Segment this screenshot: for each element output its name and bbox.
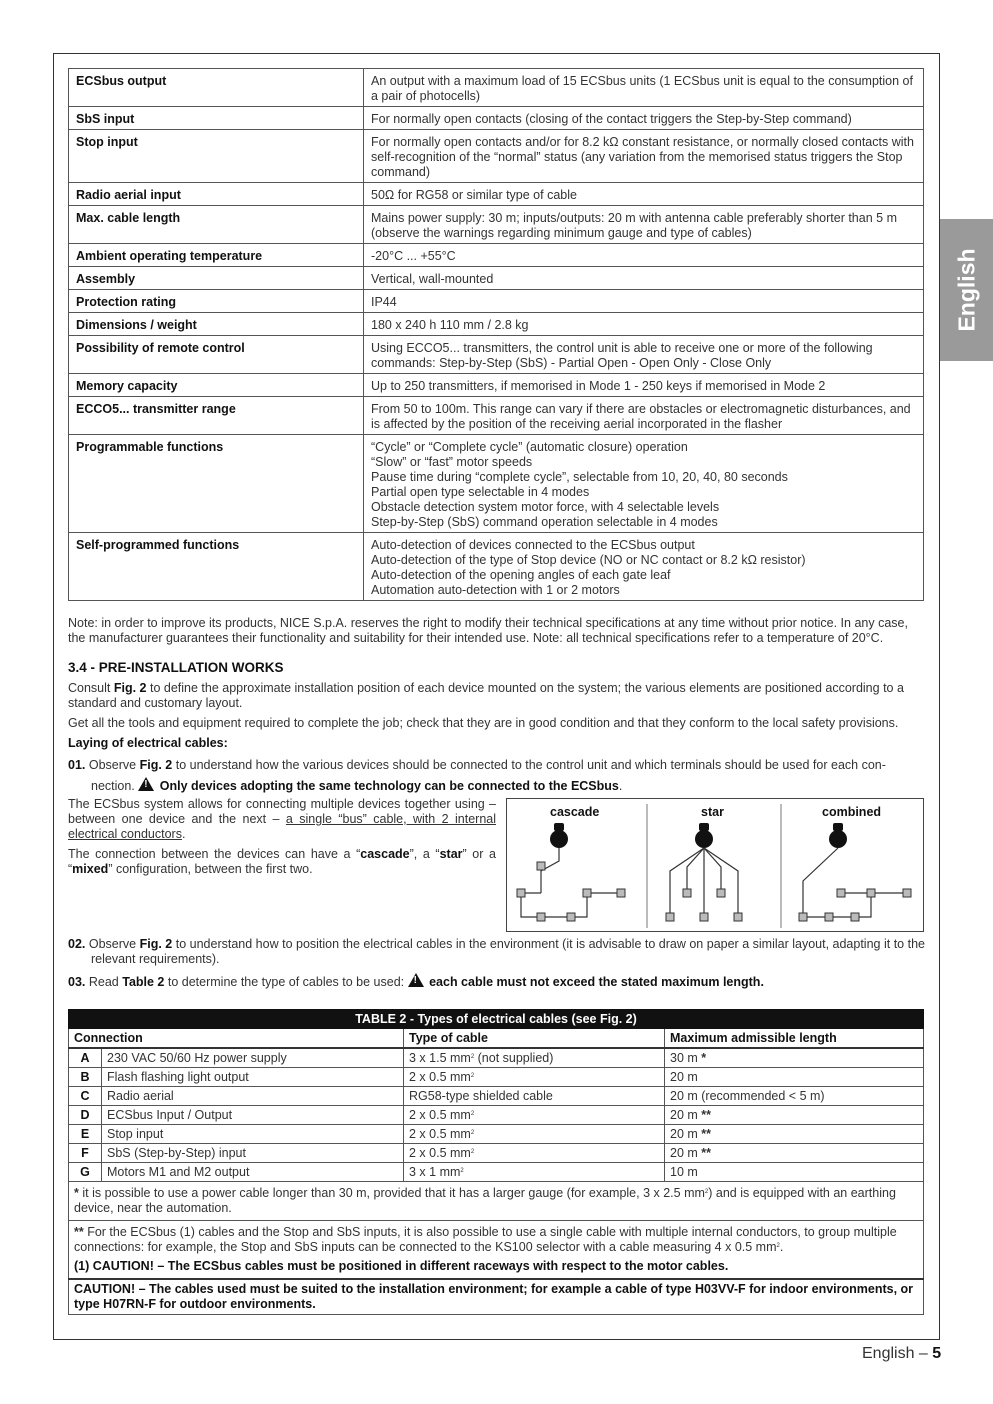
table-row — [69, 1068, 924, 1087]
spec-value: From 50 to 100m. This range can vary if there are obstacles or electromagnetic disturbances, and is affected by the position of the receiving aerial incorporated in the flasher — [364, 397, 924, 435]
spec-key: Assembly — [69, 267, 364, 290]
spec-key: Self-programmed functions — [69, 533, 364, 601]
max-length: 30 m — [670, 1051, 702, 1065]
spec-value-line: Auto-detection of the type of Stop device (NO or NC contact or 8.2 kΩ resistor) — [371, 553, 806, 567]
row-letter: G — [69, 1163, 102, 1182]
connection-cell: ECSbus Input / Output — [102, 1106, 404, 1125]
table-row — [69, 1106, 924, 1125]
pre-install-paragraph-1: Consult Fig. 2 to define the approximate installation position of each device mounted on the system; the various elements are positioned according to a standard and customary layout. — [68, 681, 904, 710]
cable-type: RG58-type shielded cable — [409, 1089, 553, 1103]
cable-type: 2 x 0.5 mm — [409, 1127, 471, 1141]
caution-2: CAUTION! – The cables used must be suited to the installation environment; for example a cable of type H03VV-F for indoor environments, or type H07RN-F for outdoor environments. — [69, 1279, 924, 1315]
warning-icon — [408, 973, 424, 987]
table-row — [69, 1048, 924, 1068]
cable-types-table — [68, 1009, 924, 1315]
max-length: 10 m — [670, 1165, 698, 1179]
spec-row — [69, 397, 924, 435]
spec-row — [69, 290, 924, 313]
spec-key: SbS input — [69, 107, 364, 130]
page-footer: English – 5 — [862, 1345, 942, 1362]
max-length-cell — [665, 1087, 924, 1106]
ecsbus-description: The ECSbus system allows for connecting multiple devices together using – between one device and the next – a single “bus” cable, with 2 internal electrical conductors. — [68, 797, 496, 841]
spec-value: 50Ω for RG58 or similar type of cable — [364, 183, 924, 206]
max-length: 20 m (recommended < 5 m) — [670, 1089, 825, 1103]
note-2-text: For the ECSbus (1) cables and the Stop and SbS inputs, it is also possible to use a single cable with multiple internal conductors, to group multiple connections: for example, the Stop and SbS inputs can be connected to the KS100 selector with a cable measuring 4 x 0.5 mm — [74, 1225, 897, 1254]
diagram-label-star: star — [701, 805, 724, 819]
spec-row — [69, 336, 924, 374]
spec-key: Ambient operating temperature — [69, 244, 364, 267]
configuration-description: The connection between the devices can have a “cascade”, a “star” or a “mixed” configuration, between the first two. — [68, 847, 496, 876]
note-1-text: it is possible to use a power cable longer than 30 m, provided that it has a larger gauge (for example, 3 x 2.5 mm — [78, 1186, 705, 1200]
spec-value: Mains power supply: 30 m; inputs/outputs: 20 m with antenna cable preferably shorter than 5 m (observe the warnings regarding minimum gauge and type of cables) — [364, 206, 924, 244]
spec-key: Dimensions / weight — [69, 313, 364, 336]
spec-value: Vertical, wall-mounted — [364, 267, 924, 290]
spec-key: Radio aerial input — [69, 183, 364, 206]
section-title: 3.4 - PRE-INSTALLATION WORKS — [68, 660, 284, 675]
table-row — [69, 1087, 924, 1106]
step-02: 02. Observe Fig. 2 to understand how to position the electrical cables in the environment (it is advisable to draw on paper a similar layout, adapting it to the relevant requirements). — [68, 937, 925, 966]
table-title: TABLE 2 - Types of electrical cables (see Fig. 2) — [69, 1010, 924, 1029]
row-letter: B — [69, 1068, 102, 1087]
row-letter: E — [69, 1125, 102, 1144]
cable-type-cell — [404, 1144, 665, 1163]
max-length-mark: * — [701, 1051, 707, 1065]
connection-cell: 230 VAC 50/60 Hz power supply — [102, 1048, 404, 1068]
spec-value-line: Auto-detection of devices connected to the ECSbus output — [371, 538, 695, 552]
spec-value-line: Partial open type selectable in 4 modes — [371, 485, 590, 499]
col-header-connection: Connection — [69, 1029, 404, 1049]
spec-value: An output with a maximum load of 15 ECSbus units (1 ECSbus unit is equal to the consumption of a pair of photocells) — [364, 69, 924, 107]
max-length-cell — [665, 1048, 924, 1068]
step-01: 01. Observe Fig. 2 to understand how the various devices should be connected to the control unit and which terminals should be used for each con- nection. ! Only devices adopting the same technology can be connected to the ECSbus. — [68, 755, 925, 797]
spec-value-line: Automation auto-detection with 1 or 2 motors — [371, 583, 620, 597]
spec-row — [69, 183, 924, 206]
spec-row — [69, 313, 924, 336]
spec-key: Stop input — [69, 130, 364, 183]
spec-value: For normally open contacts (closing of the contact triggers the Step-by-Step command) — [364, 107, 924, 130]
spec-row — [69, 206, 924, 244]
spec-value: Up to 250 transmitters, if memorised in Mode 1 - 250 keys if memorised in Mode 2 — [364, 374, 924, 397]
cable-type-cell — [404, 1048, 665, 1068]
diagram-label-cascade: cascade — [550, 805, 600, 819]
max-length: 20 m — [670, 1108, 702, 1122]
spec-key: Memory capacity — [69, 374, 364, 397]
step-03: 03. Read Table 2 to determine the type of cables to be used: ! each cable must not exceed the stated maximum length. — [68, 973, 925, 991]
spec-value-line: Pause time during “complete cycle”, selectable from 10, 20, 40, 80 seconds — [371, 470, 788, 484]
row-letter: C — [69, 1087, 102, 1106]
max-length-cell — [665, 1163, 924, 1182]
connection-diagram — [506, 798, 924, 932]
max-length-mark: ** — [701, 1108, 711, 1122]
spec-value-line: Auto-detection of the opening angles of each gate leaf — [371, 568, 671, 582]
spec-row — [69, 244, 924, 267]
spec-value-line: “Slow” or “fast” motor speeds — [371, 455, 533, 469]
spec-value: IP44 — [364, 290, 924, 313]
note-2-mark: ** — [74, 1225, 84, 1239]
diagram-label-combined: combined — [822, 805, 882, 819]
connection-cell: Flash flashing light output — [102, 1068, 404, 1087]
technical-specs-body — [69, 69, 924, 601]
cable-type: 2 x 0.5 mm — [409, 1108, 471, 1122]
spec-key: ECSbus output — [69, 69, 364, 107]
spec-value: Using ECCO5... transmitters, the control unit is able to receive one or more of the following commands: Step-by-Step (SbS) - Partial Open - Open Only - Close Only — [364, 336, 924, 374]
cable-type-sup: 2 — [470, 1054, 475, 1060]
cable-type: 2 x 0.5 mm — [409, 1070, 471, 1084]
col-header-type: Type of cable — [404, 1029, 665, 1049]
spec-row — [69, 435, 924, 533]
note-1 — [69, 1182, 924, 1221]
cable-type-sup: 2 — [470, 1130, 475, 1136]
cable-type-sup: 2 — [470, 1111, 475, 1117]
note-2-sup: 2 — [776, 1243, 780, 1249]
max-length-mark: ** — [701, 1127, 711, 1141]
specs-note: Note: in order to improve its products, NICE S.p.A. reserves the right to modify their technical specifications at any time without prior notice. In any case, the manufacturer guarantees their functionality and suitability for their intended use. Note: all technical specifications refer to a temperature of 20°C. — [68, 616, 908, 645]
spec-value: 180 x 240 h 110 mm / 2.8 kg — [364, 313, 924, 336]
spec-value-line: “Cycle” or “Complete cycle” (automatic closure) operation — [371, 440, 688, 454]
spec-row — [69, 130, 924, 183]
max-length-cell — [665, 1125, 924, 1144]
spec-key: Protection rating — [69, 290, 364, 313]
connection-cell: Motors M1 and M2 output — [102, 1163, 404, 1182]
spec-row — [69, 267, 924, 290]
note-2 — [69, 1221, 924, 1280]
max-length-mark: ** — [701, 1146, 711, 1160]
note-1-tail: ) and is equipped with an earthing device, near the automation. — [74, 1186, 896, 1215]
note-2-tail: . — [779, 1240, 784, 1254]
connection-cell: Stop input — [102, 1125, 404, 1144]
spec-key: ECCO5... transmitter range — [69, 397, 364, 435]
technical-specs-table — [68, 68, 924, 601]
cable-type-tail: (not supplied) — [474, 1051, 554, 1065]
cable-type-cell — [404, 1068, 665, 1087]
row-letter: D — [69, 1106, 102, 1125]
max-length-cell — [665, 1106, 924, 1125]
cable-type: 2 x 0.5 mm — [409, 1146, 471, 1160]
row-letter: A — [69, 1048, 102, 1068]
cable-type-sup: 2 — [470, 1073, 475, 1079]
spec-value — [364, 533, 924, 601]
max-length: 20 m — [670, 1127, 702, 1141]
cable-type-sup: 2 — [460, 1168, 464, 1174]
note-1-sup: 2 — [704, 1189, 709, 1195]
spec-row — [69, 69, 924, 107]
connection-cell: Radio aerial — [102, 1087, 404, 1106]
language-tab — [940, 219, 993, 361]
table-row — [69, 1163, 924, 1182]
pre-install-paragraph-2: Get all the tools and equipment required to complete the job; check that they are in good condition and that they conform to the local safety provisions. — [68, 716, 899, 730]
spec-value: -20°C ... +55°C — [364, 244, 924, 267]
table-row — [69, 1125, 924, 1144]
spec-value-line: Obstacle detection system motor force, with 4 selectable levels — [371, 500, 720, 514]
warning-icon — [138, 777, 154, 791]
cable-type-cell — [404, 1163, 665, 1182]
max-length: 20 m — [670, 1070, 698, 1084]
cable-type-cell — [404, 1106, 665, 1125]
spec-row — [69, 107, 924, 130]
spec-key: Max. cable length — [69, 206, 364, 244]
cable-type-sup: 2 — [470, 1149, 475, 1155]
cable-types-body — [69, 1010, 924, 1315]
spec-key: Possibility of remote control — [69, 336, 364, 374]
spec-row — [69, 533, 924, 601]
language-tab-label: English — [953, 248, 979, 332]
note-2-cell — [69, 1221, 924, 1280]
col-header-length: Maximum admissible length — [665, 1029, 924, 1049]
cable-type: 3 x 1 mm — [409, 1165, 461, 1179]
caution-1: (1) CAUTION! – The ECSbus cables must be positioned in different raceways with respect to the motor cables. — [74, 1259, 729, 1273]
laying-title: Laying of electrical cables: — [68, 736, 228, 750]
spec-value: For normally open contacts and/or for 8.2 kΩ constant resistance, or normally closed contacts with self-recognition of the “normal” status (any variation from the memorised status triggers the Stop command) — [364, 130, 924, 183]
spec-key: Programmable functions — [69, 435, 364, 533]
max-length: 20 m — [670, 1146, 702, 1160]
max-length-cell — [665, 1068, 924, 1087]
note-1-cell — [69, 1182, 924, 1221]
note-1-mark: * — [74, 1186, 79, 1200]
caution-2-row — [69, 1279, 924, 1315]
row-letter: F — [69, 1144, 102, 1163]
connection-cell: SbS (Step-by-Step) input — [102, 1144, 404, 1163]
table-row — [69, 1144, 924, 1163]
cable-type-cell — [404, 1087, 665, 1106]
spec-value — [364, 435, 924, 533]
max-length-cell — [665, 1144, 924, 1163]
spec-value-line: Step-by-Step (SbS) command operation selectable in 4 modes — [371, 515, 718, 529]
spec-row — [69, 374, 924, 397]
cable-type-cell — [404, 1125, 665, 1144]
cable-type: 3 x 1.5 mm — [409, 1051, 471, 1065]
